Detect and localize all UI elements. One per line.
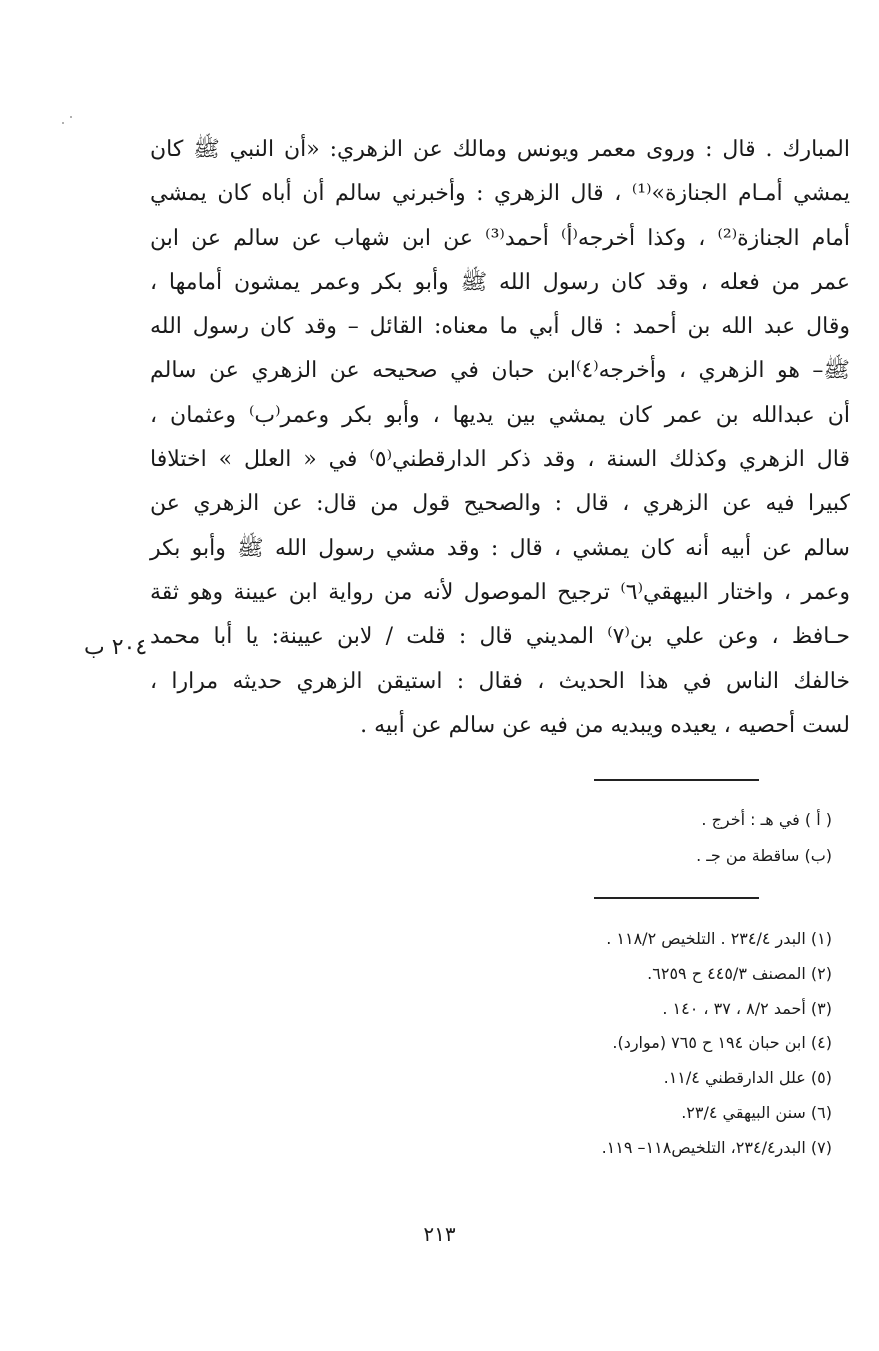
scan-speck xyxy=(70,116,72,118)
variant-note: ( أ ) في هـ : أخرج . xyxy=(701,810,832,829)
text-line: خالفك الناس في هذا الحديث ، فقال : استيقن الزهري حديثه مرارا ، xyxy=(150,668,850,694)
text-line: قال الزهري وكذلك السنة ، وقد ذكر الدارقطني⁽٥⁾ في « العلل » اختلافا xyxy=(150,447,850,473)
text-line: وعمر ، واختار البيهقي⁽٦⁾ ترجيح الموصول لأنه من رواية ابن عيينة وهو ثقة xyxy=(150,579,850,605)
footnote: (١) البدر ٢٣٤/٤ . التلخيص ١١٨/٢ . xyxy=(606,929,832,948)
footnote: (٣) أحمد ٨/٢ ، ٣٧ ، ١٤٠ . xyxy=(662,998,832,1018)
text-line: عمر من فعله ، وقد كان رسول الله ﷺ وأبو بكر وعمر يمشون أمامها ، xyxy=(150,269,850,295)
text-line: أن عبدالله بن عمر كان يمشي بين يديها ، وأبو بكر وعمر⁽ب⁾ وعثمان ، xyxy=(150,402,850,428)
variant-notes xyxy=(696,802,832,874)
text-line: كبيرا فيه عن الزهري ، قال : والصحيح قول من قال: عن الزهري عن xyxy=(150,491,850,517)
footnote-divider xyxy=(594,897,759,899)
text-line: وقال عبد الله بن أحمد : قال أبي ما معناه: القائل – وقد كان رسول الله xyxy=(150,314,850,340)
footnote: (٧) البدر٢٣٤/٤، التلخيص١١٨– ١١٩. xyxy=(601,1137,832,1157)
footnote: (٢) المصنف ٤٤٥/٣ ح ٦٢٥٩. xyxy=(647,963,832,983)
variant-note: (ب) ساقطة من جـ . xyxy=(696,846,832,865)
text-line: المبارك . قال : وروى معمر ويونس ومالك عن الزهري: «أن النبي ﷺ كان xyxy=(150,137,850,162)
footnotes xyxy=(602,922,832,1166)
footnote: (٦) سنن البيهقي ٢٣/٤. xyxy=(681,1102,832,1122)
manuscript-folio-marker: ٢٠٤ ب xyxy=(84,635,148,660)
scan-speck xyxy=(62,122,64,124)
text-line: لست أحصيه ، يعيده ويبديه من فيه عن سالم عن أبيه . xyxy=(360,712,850,738)
text-line: يمشي أمـام الجنازة»⁽¹⁾ ، قال الزهري : وأخبرني سالم أن أباه كان يمشي xyxy=(150,181,850,207)
page-number: ٢١٣ xyxy=(423,1222,456,1246)
text-line: أمام الجنازة⁽²⁾ ، وكذا أخرجه⁽أ⁾ أحمد⁽³⁾ عن ابن شهاب عن سالم عن ابن xyxy=(150,225,850,251)
text-line: حـافظ ، وعن علي بن⁽٧⁾ المديني قال : قلت / لابن عيينة: يا أبا محمد xyxy=(150,624,850,650)
main-text-block xyxy=(150,128,850,748)
footnote: (٥) علل الدارقطني ١١/٤. xyxy=(663,1068,832,1088)
footnote: (٤) ابن حبان ١٩٤ ح ٧٦٥ (موارد). xyxy=(612,1033,832,1053)
footnote-divider xyxy=(594,779,759,781)
text-line: ﷺ– هو الزهري ، وأخرجه⁽٤⁾ابن حبان في صحيحه عن الزهري عن سالم xyxy=(150,358,850,384)
text-line: سالم عن أبيه أنه كان يمشي ، قال : وقد مشي رسول الله ﷺ وأبو بكر xyxy=(150,535,850,561)
